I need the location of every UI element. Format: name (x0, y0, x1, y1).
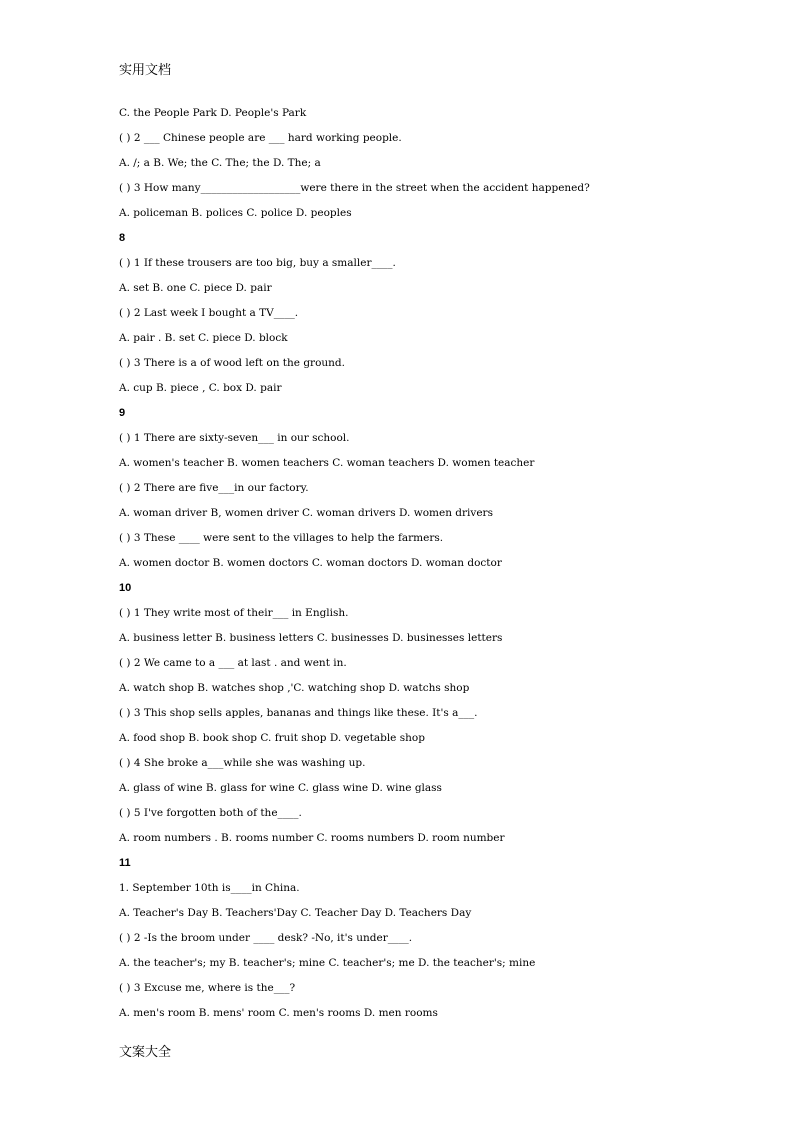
question-line: ( ) 2 There are five___in our factory. (119, 482, 309, 494)
section-number: 10 (119, 582, 132, 594)
question-line: ( ) 3 Excuse me, where is the___? (119, 982, 296, 994)
options-line: A. policeman B. polices C. police D. peoples (119, 207, 352, 219)
question-line: ( ) 2 We came to a ___ at last . and went in. (119, 657, 347, 669)
question-line: ( ) 3 This shop sells apples, bananas and things like these. It's a___. (119, 707, 478, 719)
options-line: A. the teacher's; my B. teacher's; mine C. teacher's; me D. the teacher's; mine (119, 957, 536, 969)
options-line: A. pair . B. set C. piece D. block (119, 332, 288, 344)
options-line: A. /; a B. We; the C. The; the D. The; a (119, 157, 321, 169)
options-line: A. room numbers . B. rooms number C. rooms numbers D. room number (119, 832, 505, 844)
question-line: ( ) 3 There is a of wood left on the ground. (119, 357, 345, 369)
question-line: ( ) 2 Last week I bought a TV____. (119, 307, 299, 319)
options-line: C. the People Park D. People's Park (119, 107, 307, 119)
page-header: 实用文档 (119, 63, 172, 78)
question-line: ( ) 5 I've forgotten both of the____. (119, 807, 302, 819)
options-line: A. food shop B. book shop C. fruit shop D. vegetable shop (119, 732, 425, 744)
options-line: A. woman driver B, women driver C. woman drivers D. women drivers (119, 507, 493, 519)
question-line: ( ) 3 How many___________________were there in the street when the accident happened? (119, 182, 590, 194)
question-line: 1. September 10th is____in China. (119, 882, 300, 894)
section-number: 9 (119, 407, 126, 419)
section-number: 11 (119, 857, 131, 869)
options-line: A. glass of wine B. glass for wine C. glass wine D. wine glass (119, 782, 442, 794)
options-line: A. Teacher's Day B. Teachers'Day C. Teacher Day D. Teachers Day (119, 907, 472, 919)
options-line: A. watch shop B. watches shop ,'C. watching shop D. watchs shop (119, 682, 470, 694)
options-line: A. women doctor B. women doctors C. woman doctors D. woman doctor (119, 557, 502, 569)
question-line: ( ) 3 These ____ were sent to the villages to help the farmers. (119, 532, 444, 544)
page-footer: 文案大全 (119, 1045, 172, 1060)
document-body (119, 104, 719, 1029)
options-line: A. business letter B. business letters C. businesses D. businesses letters (119, 632, 503, 644)
question-line: ( ) 1 They write most of their___ in English. (119, 607, 349, 619)
question-line: ( ) 1 If these trousers are too big, buy a smaller____. (119, 257, 396, 269)
question-line: ( ) 2 -Is the broom under ____ desk? -No, it's under____. (119, 932, 413, 944)
question-line: ( ) 2 ___ Chinese people are ___ hard working people. (119, 132, 402, 144)
options-line: A. men's room B. mens' room C. men's rooms D. men rooms (119, 1007, 438, 1019)
options-line: A. set B. one C. piece D. pair (119, 282, 272, 294)
question-line: ( ) 1 There are sixty-seven___ in our school. (119, 432, 350, 444)
options-line: A. cup B. piece , C. box D. pair (119, 382, 282, 394)
question-line: ( ) 4 She broke a___while she was washing up. (119, 757, 366, 769)
section-number: 8 (119, 232, 126, 244)
options-line: A. women's teacher B. women teachers C. woman teachers D. women teacher (119, 457, 535, 469)
